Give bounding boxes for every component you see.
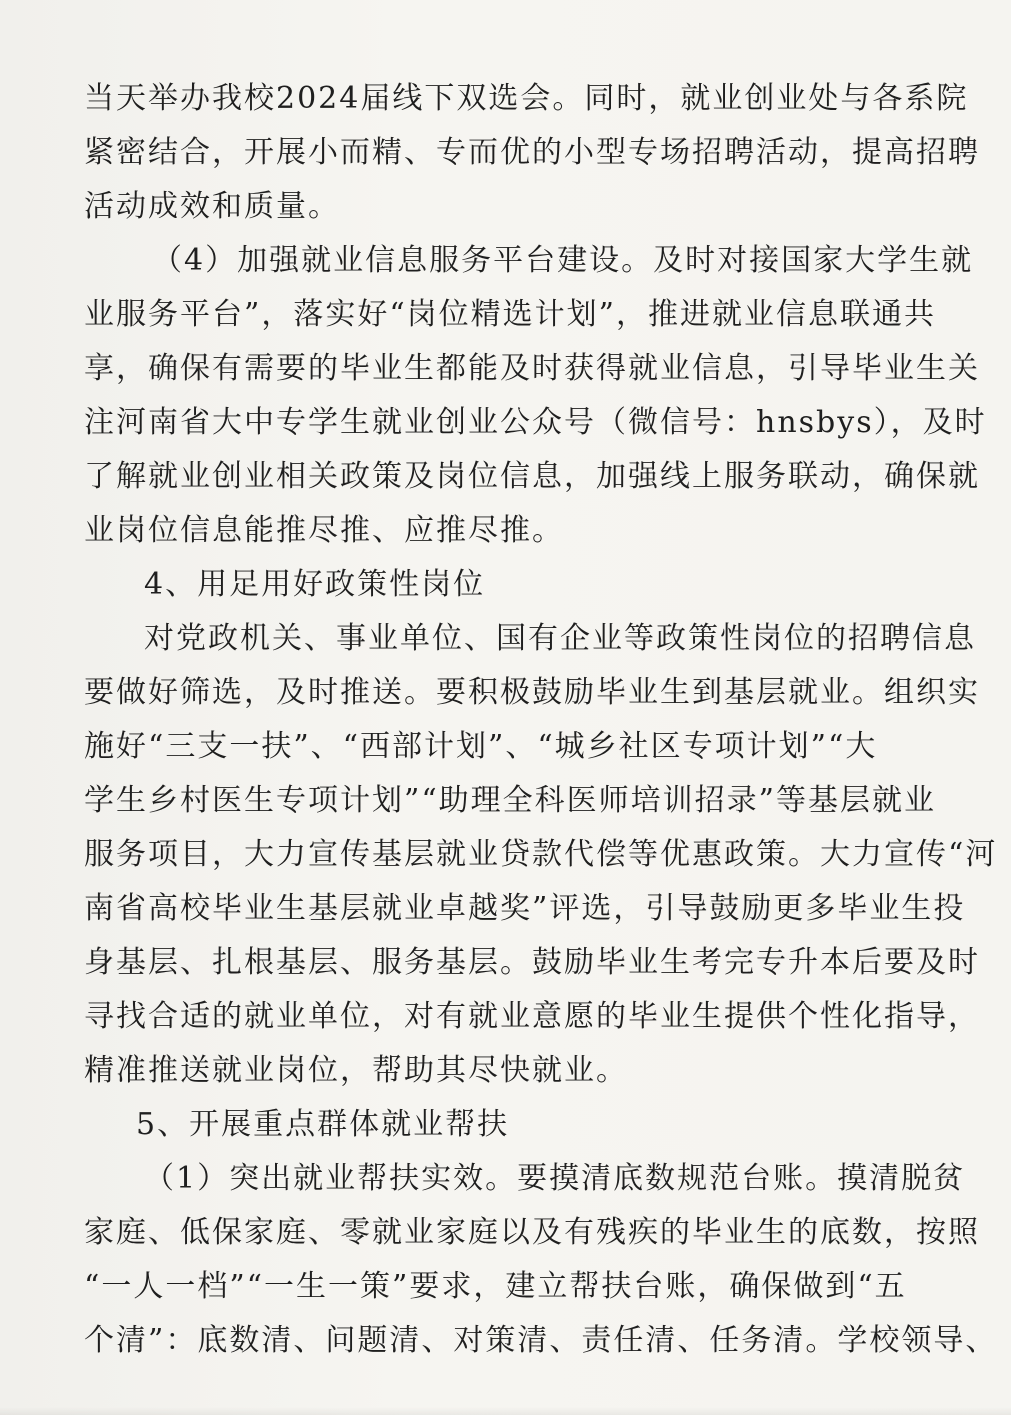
- text-line: 了解就业创业相关政策及岗位信息，加强线上服务联动，确保就: [84, 459, 980, 494]
- text-line: 家庭、低保家庭、零就业家庭以及有残疾的毕业生的底数，按照: [84, 1215, 980, 1250]
- paragraph-first-line: （1）突出就业帮扶实效。要摸清底数规范台账。摸清脱贫: [144, 1161, 966, 1196]
- text-line: 业服务平台”，落实好“岗位精选计划”，推进就业信息联通共: [84, 297, 937, 332]
- text-line: 寻找合适的就业单位，对有就业意愿的毕业生提供个性化指导，: [84, 999, 980, 1034]
- text-line: 紧密结合，开展小而精、专而优的小型专场招聘活动，提高招聘: [84, 135, 980, 170]
- text-line: 南省高校毕业生基层就业卓越奖”评选，引导鼓励更多毕业生投: [84, 891, 966, 926]
- text-line: 服务项目，大力宣传基层就业贷款代偿等优惠政策。大力宣传“河: [84, 837, 998, 872]
- text-line: 业岗位信息能推尽推、应推尽推。: [84, 513, 564, 548]
- text-line: 注河南省大中专学生就业创业公众号（微信号：hnsbys），及时: [84, 405, 987, 440]
- paragraph-first-line: 对党政机关、事业单位、国有企业等政策性岗位的招聘信息: [144, 621, 976, 656]
- text-line: 精准推送就业岗位，帮助其尽快就业。: [84, 1053, 628, 1088]
- section-heading: 4、用足用好政策性岗位: [144, 567, 486, 602]
- paragraph-first-line: （4）加强就业信息服务平台建设。及时对接国家大学生就: [152, 243, 974, 278]
- text-line: 学生乡村医生专项计划”“助理全科医师培训招录”等基层就业: [84, 783, 937, 818]
- document-body: [84, 72, 998, 1368]
- text-line: 享，确保有需要的毕业生都能及时获得就业信息，引导毕业生关: [84, 351, 980, 386]
- text-line: “一人一档”“一生一策”要求，建立帮扶台账，确保做到“五: [84, 1269, 907, 1304]
- section-heading: 5、开展重点群体就业帮扶: [136, 1107, 510, 1142]
- text-line: 施好“三支一扶”、“西部计划”、“城乡社区专项计划”“大: [84, 729, 878, 764]
- text-line: 当天举办我校2024届线下双选会。同时，就业创业处与各系院: [84, 81, 969, 116]
- text-line: 活动成效和质量。: [84, 189, 340, 224]
- text-line: 个清”：底数清、问题清、对策清、责任清、任务清。学校领导、: [84, 1323, 998, 1358]
- text-line: 要做好筛选，及时推送。要积极鼓励毕业生到基层就业。组织实: [84, 675, 980, 710]
- text-line: 身基层、扎根基层、服务基层。鼓励毕业生考完专升本后要及时: [84, 945, 980, 980]
